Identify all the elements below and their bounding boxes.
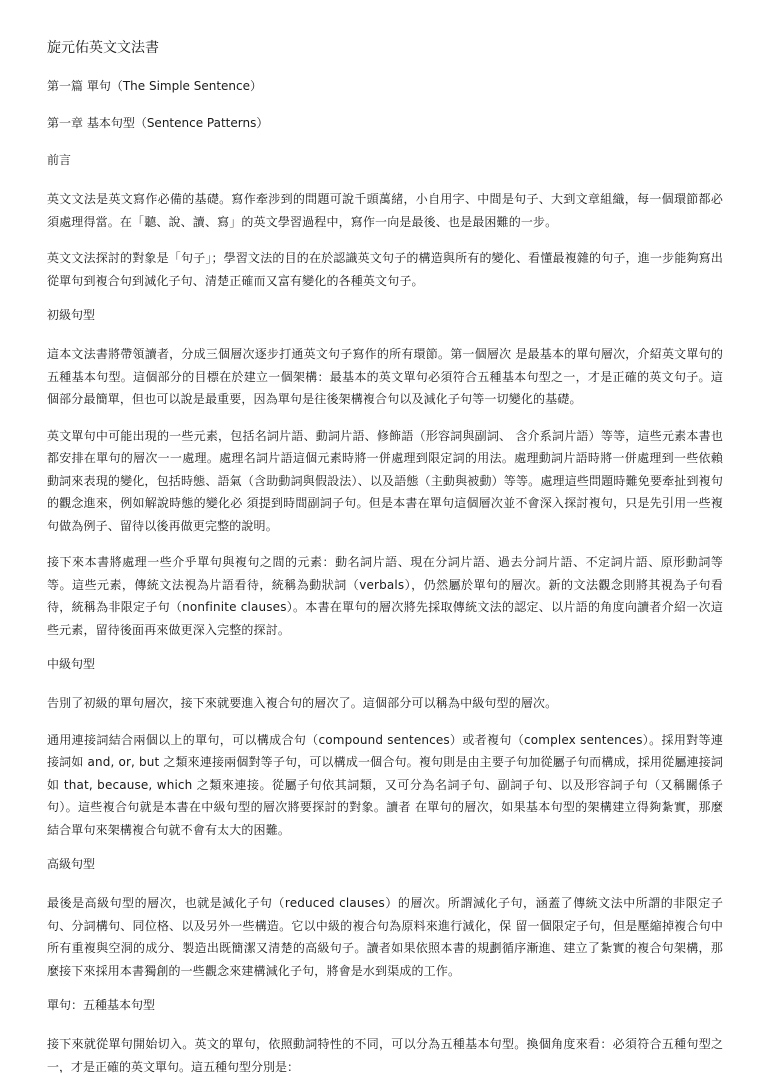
part-heading: 第一篇 單句（The Simple Sentence）: [47, 79, 263, 93]
paragraph: 通用連接詞結合兩個以上的單句，可以構成合句（compound sentences）或者複句（complex sentences）。採用對等連接詞如 and, or, but 之類來連接兩個對等子句，可以構成一個合句。複句則是由主要子句加從屬子句而構成，採用從屬連接詞如 that, because, which 之類來連接。從屬子句依其詞類，又可分為名詞子句、副詞子句、以及形容詞子句（又稱關係子句）。這些複合句就是本書在中級句型的層次將要探討的對象。讀者 在單句的層次，如果基本句型的架構建立得夠紮實，那麼結合單句來架構複合句就不會有太大的困難。: [47, 732, 723, 837]
chapter-heading: 第一章 基本句型（Sentence Patterns）: [47, 116, 269, 130]
section-heading-intermediate: 中級句型: [47, 657, 96, 671]
document-title: 旋元佑英文文法書: [47, 40, 159, 56]
paragraph: 這本文法書將帶領讀者，分成三個層次逐步打通英文句子寫作的所有環節。第一個層次 是最基本的單句層次，介紹英文單句的五種基本句型。這個部分的目標在於建立一個架構：最基本的英文單句必須符合五種基本句型之一，才是正確的英文句子。這 個部分最簡單，但也可以說是最重要，因為單句是往後架構複合句以及減化子句等一切變化的基礎。: [47, 347, 723, 406]
paragraph: 接下來就從單句開始切入。英文的單句，依照動詞特性的不同，可以分為五種基本句型。換個角度來看：必須符合五種句型之一，才是正確的英文單句。這五種句型分別是：: [47, 1037, 723, 1073]
paragraph: 英文文法探討的對象是「句子」；學習文法的目的在於認識英文句子的構造與所有的變化、看懂最複雜的句子，進一步能夠寫出從單句到複合句到減化子句、清楚正確而又富有變化的各種英文句子。: [47, 251, 723, 288]
section-heading-advanced: 高級句型: [47, 857, 96, 871]
section-heading-five-patterns: 單句：五種基本句型: [47, 998, 156, 1012]
section-heading-preface: 前言: [47, 153, 72, 167]
document-page: [47, 38, 723, 1073]
paragraph: 英文單句中可能出現的一些元素，包括名詞片語、動詞片語、修飾語（形容詞與副詞、 含介系詞片語）等等，這些元素本書也都安排在單句的層次一一處理。處理名詞片語這個元素時將一併處理到限定詞的用法。處理動詞片語時將一併處理到一些依賴 動詞來表現的變化，包括時態、語氣（含助動詞與假設法）、以及語態（主動與被動）等等。處理這些問題時難免要牽扯到複句的觀念進來，例如解說時態的變化必 須提到時間副詞子句。但是本書在單句這個層次並不會深入探討複句，只是先引用一些複句做為例子、留待以後再做更完整的說明。: [47, 428, 723, 533]
paragraph: 告別了初級的單句層次，接下來就要進入複合句的層次了。這個部分可以稱為中級句型的層次。: [47, 696, 558, 710]
paragraph: 英文文法是英文寫作必備的基礎。寫作牽涉到的問題可說千頭萬緒，小自用字、中間是句子、大到文章組織，每一個環節都必須處理得當。在「聽、說、讀、寫」的英文學習過程中，寫作一向是最後、也是最困難的一步。: [47, 192, 723, 229]
paragraph: 接下來本書將處理一些介乎單句與複句之間的元素：動名詞片語、現在分詞片語、過去分詞片語、不定詞片語、原形動詞等等。這些元素，傳統文法視為片語看待，統稱為動狀詞（verbals），仍然屬於單句的層次。新的文法觀念則將其視為子句看待，統稱為非限定子句（nonfinite clauses）。本書在單句的層次將先採取傳統文法的認定、以片語的角度向讀者介紹一次這些元素，留待後面再來做更深入完整的探討。: [47, 555, 723, 637]
section-heading-basic: 初級句型: [47, 308, 96, 322]
paragraph: 最後是高級句型的層次，也就是減化子句（reduced clauses）的層次。所謂減化子句，涵蓋了傳統文法中所謂的非限定子句、分詞構句、同位格、以及另外一些構造。它以中級的複合句為原料來進行減化，保 留一個限定子句，但是壓縮掉複合句中所有重複與空洞的成分、製造出既簡潔又清楚的高級句子。讀者如果依照本書的規劃循序漸進、建立了紮實的複合句架構，那 麼接下來採用本書獨創的一些觀念來建構減化子句，將會是水到渠成的工作。: [47, 896, 723, 978]
